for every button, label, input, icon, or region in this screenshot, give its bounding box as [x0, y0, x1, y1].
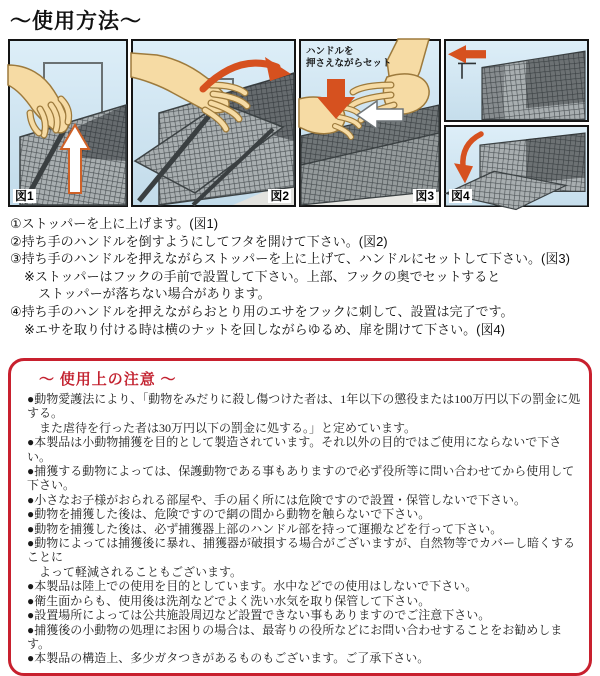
- usage-instructions: [10, 215, 594, 338]
- caution-item: ●捕獲後の小動物の処理にお困りの場合は、最寄りの役所などにお問い合わせすることをお勧めします。: [27, 622, 563, 651]
- instruction-step-3: ③持ち手のハンドルを押えながらストッパーを上に上げて、ハンドルにセットして下さい。(図3): [10, 251, 570, 267]
- figure4-bottom-subpanel: [444, 125, 589, 208]
- caution-item: ●動物を捕獲した後は、危険ですので網の間から動物を触らないで下さい。: [27, 507, 431, 522]
- figure3-annotation: [306, 46, 392, 71]
- figure2-illustration: [133, 41, 294, 205]
- figure-panel-strip: [8, 39, 589, 207]
- page-title: ～使用方法～: [10, 10, 142, 33]
- figure1-illustration: [10, 41, 126, 205]
- instruction-step-1: ①ストッパーを上に上げます。(図1): [10, 216, 219, 231]
- figure3-panel: [299, 39, 441, 207]
- figure2-label: 図2: [270, 189, 289, 203]
- figure4-top-illustration: [446, 41, 587, 120]
- figure2-panel: [131, 39, 296, 207]
- caution-item-continued: また虐待を行った者は30万円以下の罰金に処する。」と定めています。: [39, 420, 417, 435]
- door-column-shadow: [482, 64, 504, 119]
- figure4-panel: [444, 39, 589, 207]
- caution-item: ●捕獲する動物によっては、保護動物である事もありますので必ず役所等に問い合わせてから使用して下さい。: [27, 464, 575, 493]
- caution-item: ●本製品は小動物捕獲を目的として製造されています。それ以外の目的ではご使用にならないで下さい。: [27, 435, 562, 464]
- figure1-label: 図1: [15, 189, 34, 203]
- caution-item: ●動物によっては捕獲後に暴れ、捕獲器が破損する場合がございますが、自然物等でカバーし暗くすることに: [27, 536, 575, 565]
- cage-interior-shadow: [526, 133, 585, 183]
- caution-box: [8, 358, 592, 676]
- caution-item: ●衛生面からも、使用後は洗剤などでよく洗い水気を取り保管して下さい。: [27, 593, 431, 608]
- caution-item: ●本製品は陸上での使用を目的としています。水中などでの使用はしないで下さい。: [27, 579, 478, 594]
- caution-title: ～ 使用上の注意 ～: [39, 372, 177, 388]
- caution-item: ●動物愛護法により、「動物をみだりに殺し傷つけた者は、1年以下の懲役または100万円以下の罰金に処する。: [27, 392, 581, 421]
- caution-item: ●動物を捕獲した後は、必ず捕獲器上部のハンドル部を持って運搬などを行って下さい。: [27, 521, 503, 536]
- annotation-line: ハンドルを: [306, 46, 354, 57]
- figure4-label: 図4: [451, 189, 470, 203]
- caution-item-continued: よって軽減されることもございます。: [39, 564, 243, 579]
- annotation-line: 押さえながらセット: [306, 58, 392, 70]
- figure1-panel: [8, 39, 128, 207]
- figure3-label: 図3: [415, 189, 434, 203]
- caution-item: ●本製品の構造上、多少ガタつきがあるものもございます。ご了承下さい。: [27, 651, 430, 666]
- instruction-note-continued: ストッパーが落ちない場合があります。: [38, 286, 271, 302]
- instruction-note: ※ストッパーはフックの手前で設置して下さい。上部、フックの奥でセットすると: [24, 268, 501, 284]
- caution-item: ●小さなお子様がおられる部屋や、手の届く所には危険ですので設置・保管しないで下さい。: [27, 492, 527, 507]
- instruction-step-2: ②持ち手のハンドルを倒すようにしてフタを開けて下さい。(図2): [10, 233, 388, 249]
- figure4-top-subpanel: [444, 39, 589, 122]
- caution-item: ●設置場所によっては公共施設周辺など設置できない事もありますのでご注意下さい。: [27, 608, 491, 623]
- instruction-note: ※エサを取り付ける時は横のナットを回しながらゆるめ、扉を開けて下さい。(図4): [24, 321, 506, 337]
- instruction-step-4: ④持ち手のハンドルを押えながらおとり用のエサをフックに刺して、設置は完了です。: [10, 303, 514, 319]
